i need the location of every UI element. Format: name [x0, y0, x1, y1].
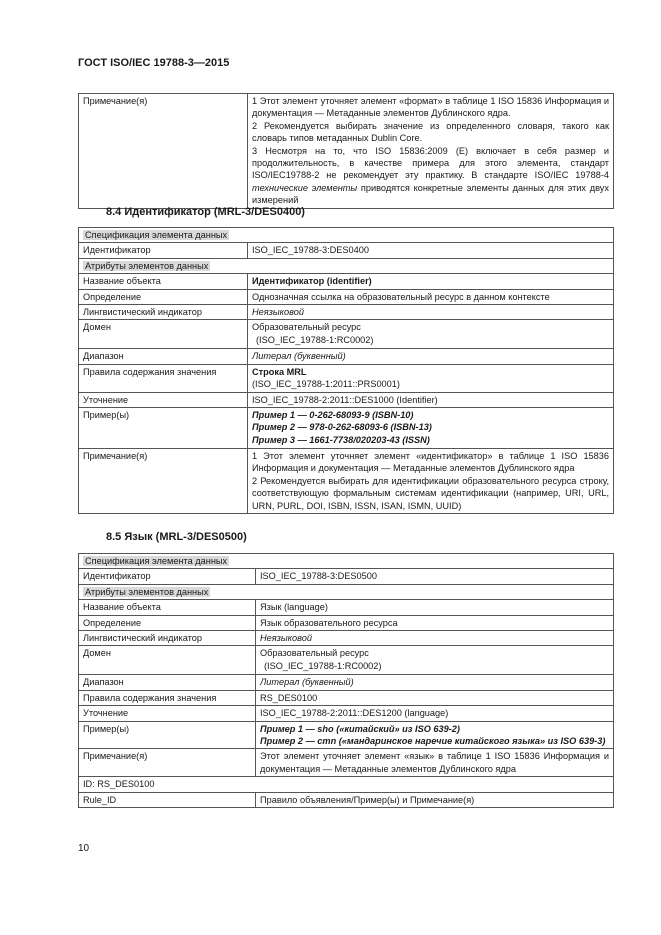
row-label: Идентификатор [79, 243, 248, 258]
row-value: Правило объявления/Пример(ы) и Примечание(я) [256, 792, 614, 807]
row-label: Пример(ы) [79, 721, 256, 749]
row-value: ISO_IEC_19788-3:DES0500 [256, 569, 614, 584]
row-label: Диапазон [79, 675, 256, 690]
example-2: Пример 2 — 978-0-262-68093-6 (ISBN-13) [252, 422, 432, 433]
row-value [248, 449, 614, 514]
row-label: Домен [79, 646, 256, 675]
row-value: ISO_IEC_19788-3:DES0400 [248, 243, 614, 258]
spec-header: Спецификация элемента данных [79, 554, 614, 569]
row-value [248, 408, 614, 449]
row-value: Литерал (буквенный) [248, 349, 614, 364]
note-2: 2 Рекомендуется выбирать для идентификации образовательного ресурса строку, соответствующую формальным системам идентификации (например, URI, URL, URN, PURL, DOI, ISBN, ISSN, ISAN, ISMN, UUID) [252, 475, 609, 511]
table-8-4 [78, 227, 614, 514]
row-label: Название объекта [79, 600, 256, 615]
row-value: Идентификатор (identifier) [248, 274, 614, 289]
row-value: Неязыковой [256, 631, 614, 646]
row-value [256, 721, 614, 749]
note-2: 2 Рекомендуется выбирать значение из определенного словаря, такого как словарь типов метаданных Dublin Core. [252, 120, 609, 144]
attr-header: Атрибуты элементов данных [79, 258, 614, 273]
row-value: Образовательный ресурс (ISO_IEC_19788-1:RC0002) [256, 646, 614, 675]
row-value: RS_DES0100 [256, 690, 614, 705]
note-1: 1 Этот элемент уточняет элемент «формат» в таблице 1 ISO 15836 Информация и документация — Метаданные элементов Дублинского ядра. [252, 96, 609, 119]
row-label: Пример(ы) [79, 408, 248, 449]
row-label: Определение [79, 615, 256, 630]
row-value: Строка MRL (ISO_IEC_19788-1:2011::PRS0001) [248, 364, 614, 392]
row-value: Язык образовательного ресурса [256, 615, 614, 630]
row-label: Определение [79, 289, 248, 304]
page-number: 10 [78, 843, 90, 854]
row-label: Правила содержания значения [79, 690, 256, 705]
row-value: Неязыковой [248, 305, 614, 320]
continuation-table [78, 93, 614, 209]
example-2: Пример 2 — cmn («мандаринское наречие китайского языка» из ISO 639-3) [260, 736, 606, 747]
note-3: 3 Несмотря на то, что ISO 15836:2009 (Е) включает в себя размер и продолжительность, в качестве примера для этого элемента, стандарт ISO/IEC19788-2 не рекомендует эту практику. В стандарте ISO/IEC 19788-4 технические элементы приводятся конкретные элементы данных для этих двух измерений [252, 145, 609, 206]
notes-label: Примечание(я) [79, 94, 248, 209]
notes-cell [248, 94, 614, 209]
attr-header: Атрибуты элементов данных [79, 584, 614, 599]
row-value: Литерал (буквенный) [256, 675, 614, 690]
row-label: Правила содержания значения [79, 364, 248, 392]
row-label: Лингвистический индикатор [79, 305, 248, 320]
row-value: ISO_IEC_19788-2:2011::DES1000 (Identifier) [248, 392, 614, 407]
row-label: Идентификатор [79, 569, 256, 584]
row-label: Название объекта [79, 274, 248, 289]
table-8-5 [78, 553, 614, 808]
spec-header: Спецификация элемента данных [79, 228, 614, 243]
example-1: Пример 1 — sho («китайский» из ISO 639-2) [260, 723, 460, 734]
row-value: Язык (language) [256, 600, 614, 615]
row-label: Диапазон [79, 349, 248, 364]
section-8-5-title: 8.5 Язык (MRL-3/DES0500) [106, 531, 247, 543]
row-value: Образовательный ресурс (ISO_IEC_19788-1:RC0002) [248, 320, 614, 349]
row-label: Уточнение [79, 392, 248, 407]
example-1: Пример 1 — 0-262-68093-9 (ISBN-10) [252, 410, 414, 421]
row-label: Rule_ID [79, 792, 256, 807]
example-3: Пример 3 — 1661-7738/020203-43 (ISSN) [252, 434, 430, 445]
id-row: ID: RS_DES0100 [79, 777, 614, 792]
row-label: Домен [79, 320, 248, 349]
row-label: Примечание(я) [79, 749, 256, 777]
row-label: Примечание(я) [79, 449, 248, 514]
row-value: ISO_IEC_19788-2:2011::DES1200 (language) [256, 706, 614, 721]
note-1: 1 Этот элемент уточняет элемент «идентификатор» в таблице 1 ISO 15836 Информация и документация — Метаданные элементов Дублинского ядра [252, 451, 609, 474]
row-label: Уточнение [79, 706, 256, 721]
row-value: Этот элемент уточняет элемент «язык» в таблице 1 ISO 15836 Информация и документация — Метаданные элементов Дублинского ядра [256, 749, 614, 777]
row-label: Лингвистический индикатор [79, 631, 256, 646]
section-8-4-title: 8.4 Идентификатор (MRL-3/DES0400) [106, 206, 305, 218]
document-header: ГОСТ ISO/IEC 19788-3—2015 [78, 57, 230, 69]
row-value: Однозначная ссылка на образовательный ресурс в данном контексте [248, 289, 614, 304]
